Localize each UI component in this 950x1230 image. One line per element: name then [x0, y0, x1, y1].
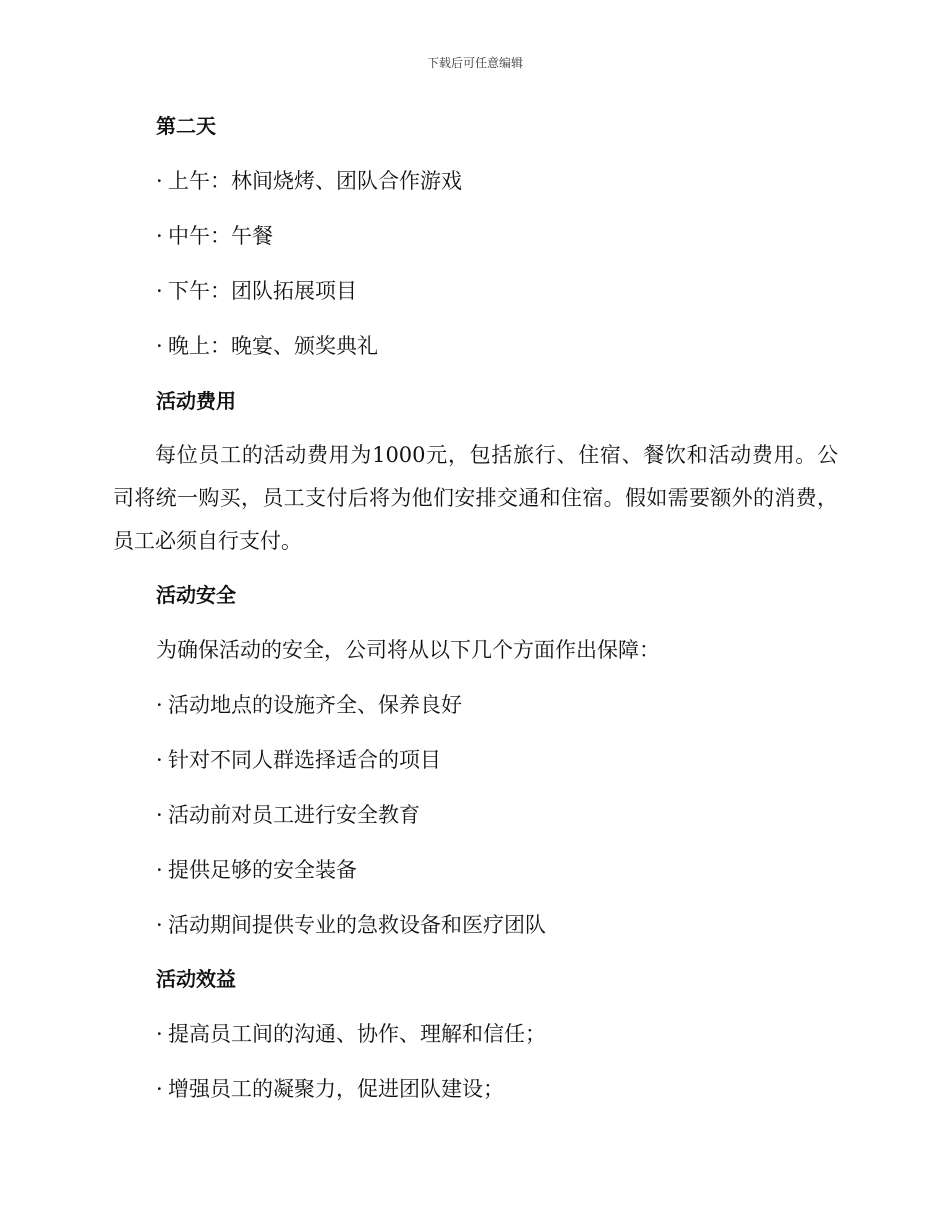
safety-intro: 为确保活动的安全，公司将从以下几个方面作出保障：	[156, 638, 660, 662]
list-item	[156, 690, 462, 720]
bullet-icon: ·	[156, 913, 163, 937]
list-item	[156, 855, 357, 885]
bullet-icon: ·	[156, 858, 163, 882]
list-item-text: 晚上：晚宴、颁奖典礼	[168, 334, 378, 358]
bullet-icon: ·	[156, 279, 163, 303]
list-item-text: 活动地点的设施齐全、保养良好	[168, 693, 462, 717]
list-item	[156, 331, 378, 361]
list-item	[156, 166, 462, 196]
list-item	[156, 745, 441, 775]
list-item-text: 针对不同人群选择适合的项目	[168, 748, 441, 772]
list-item-text: 中午：午餐	[168, 224, 273, 248]
list-item	[156, 221, 273, 251]
bullet-icon: ·	[156, 224, 163, 248]
page-header: 下载后可任意编辑	[426, 56, 523, 70]
list-item-text: 提供足够的安全装备	[168, 858, 357, 882]
list-item-text: 活动期间提供专业的急救设备和医疗团队	[168, 913, 546, 937]
list-item	[156, 276, 357, 306]
list-item-text: 上午：林间烧烤、团队合作游戏	[168, 169, 462, 193]
list-item-text: 增强员工的凝聚力，促进团队建设；	[168, 1077, 504, 1101]
bullet-icon: ·	[156, 334, 163, 358]
heading-benefits: 活动效益	[156, 967, 236, 991]
bullet-icon: ·	[156, 803, 163, 827]
list-item-text: 下午：团队拓展项目	[168, 279, 357, 303]
bullet-icon: ·	[156, 748, 163, 772]
heading-safety: 活动安全	[156, 583, 236, 607]
bullet-icon: ·	[156, 693, 163, 717]
bullet-icon: ·	[156, 1022, 163, 1046]
list-item	[156, 800, 420, 830]
list-item	[156, 910, 546, 940]
list-item	[156, 1074, 504, 1104]
list-item-text: 活动前对员工进行安全教育	[168, 803, 420, 827]
cost-paragraph: 每位员工的活动费用为1000元，包括旅行、住宿、餐饮和活动费用。公司将统一购买，员工支付后将为他们安排交通和住宿。假如需要额外的消费，员工必须自行支付。	[113, 443, 838, 553]
bullet-icon: ·	[156, 169, 163, 193]
list-item	[156, 1019, 546, 1049]
list-item-text: 提高员工间的沟通、协作、理解和信任；	[168, 1022, 546, 1046]
bullet-icon: ·	[156, 1077, 163, 1101]
heading-day2: 第二天	[156, 114, 216, 138]
heading-cost: 活动费用	[156, 389, 236, 413]
